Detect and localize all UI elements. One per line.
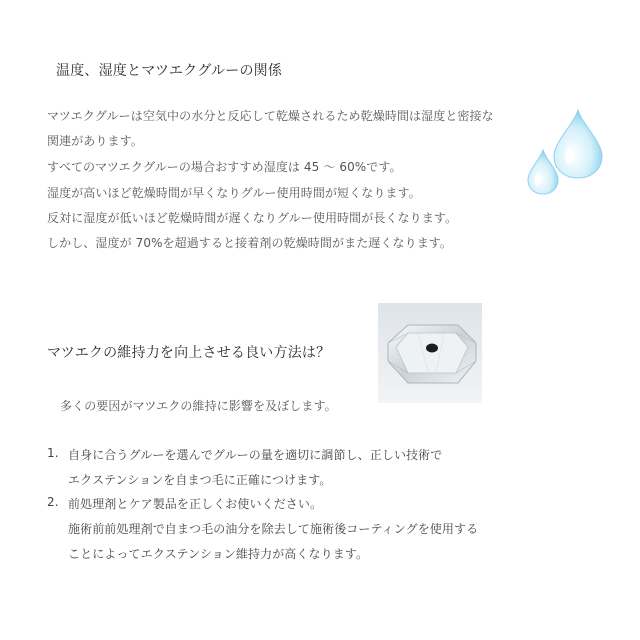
list-item-line: 前処理剤とケア製品を正しくお使いください。: [68, 497, 323, 511]
paragraph-line: マツエクグルーは空気中の水分と反応して乾燥されるため乾燥時間は湿度と密接な: [47, 109, 494, 123]
glue-stone-photo: [378, 303, 482, 403]
section-title-humidity: 温度、湿度とマツエクグルーの関係: [56, 63, 283, 79]
paragraph-line: しかし、湿度が 70%を超過すると接着剤の乾燥時間がまた遅くなります。: [47, 236, 453, 250]
intro-text: 多くの要因がマツエクの維持に影響を及ぼします。: [60, 399, 337, 413]
list-number: 2.: [47, 495, 59, 509]
paragraph-line: 関連があります。: [47, 134, 143, 148]
paragraph-line: 反対に湿度が低いほど乾燥時間が遅くなりグルー使用時間が長くなります。: [47, 211, 458, 225]
list-item-line: ことによってエクステンション維持力が高くなります。: [68, 547, 369, 561]
list-item-line: 施術前前処理剤で自まつ毛の油分を除去して施術後コーティングを使用する: [68, 522, 479, 536]
paragraph-line: 湿度が高いほど乾燥時間が早くなりグルー使用時間が短くなります。: [47, 186, 421, 200]
section-title-retention: マツエクの維持力を向上させる良い方法は？: [47, 345, 331, 361]
list-item-line: エクステンションを自まつ毛に正確につけます。: [68, 473, 332, 487]
list-item-line: 自身に合うグルーを選んでグルーの量を適切に調節し、正しい技術で: [68, 448, 443, 462]
list-number: 1.: [47, 446, 59, 460]
water-droplet-small-icon: [526, 148, 560, 196]
paragraph-line: すべてのマツエクグルーの場合おすすめ湿度は 45 ～ 60%です。: [47, 160, 402, 174]
